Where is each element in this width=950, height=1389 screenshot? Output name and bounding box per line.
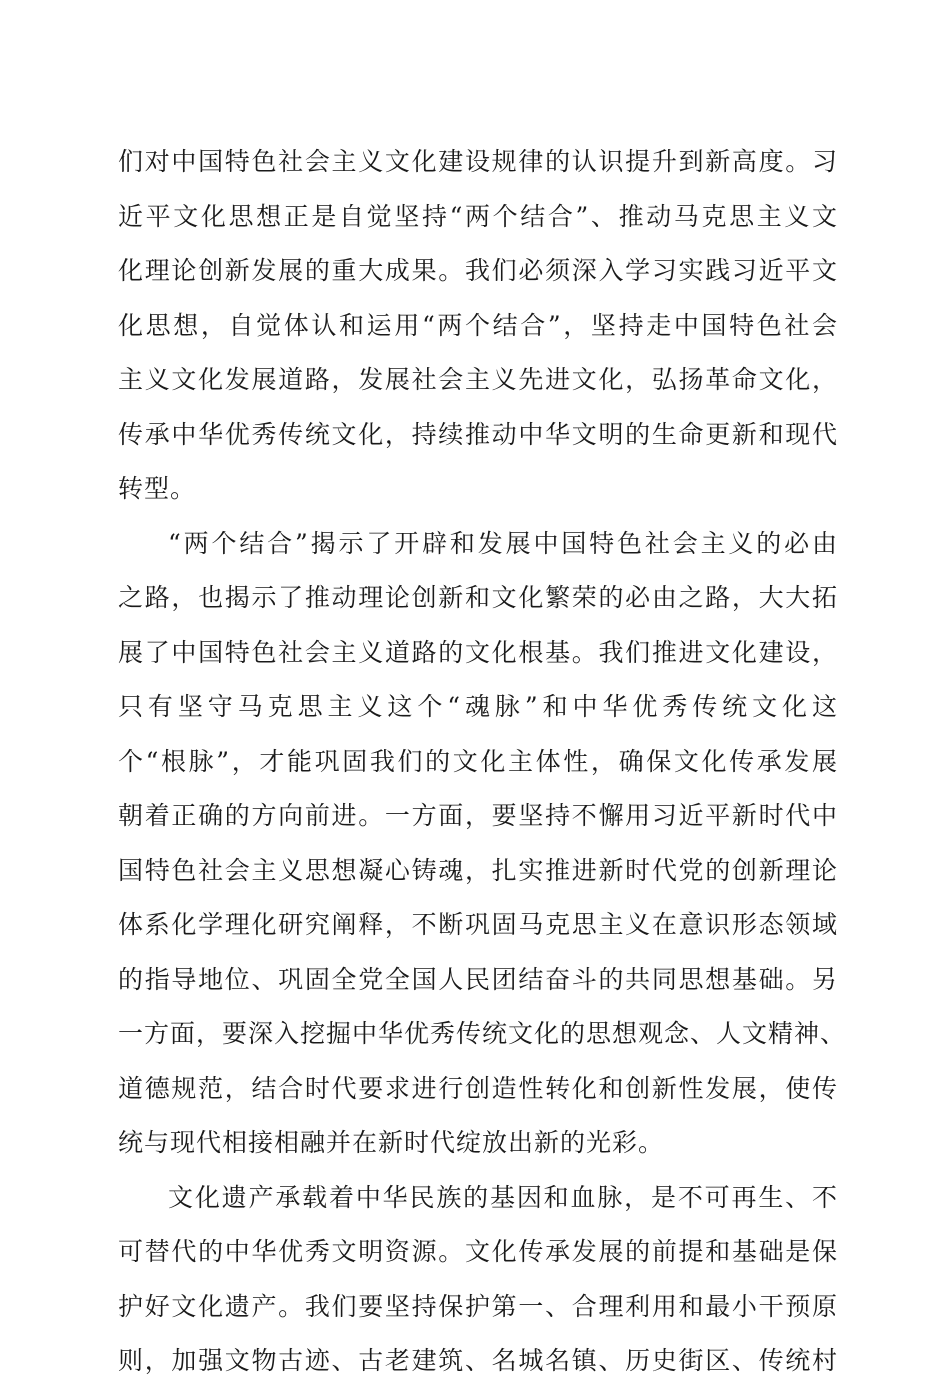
text-line: 之路，也揭示了推动理论创新和文化繁荣的必由之路，大大拓 [118, 583, 838, 612]
text-line: 的指导地位、巩固全党全国人民团结奋斗的共同思想基础。另 [118, 964, 838, 994]
text-line: 展了中国特色社会主义道路的文化根基。我们推进文化建设， [118, 637, 838, 667]
text-line: 化思想，自觉体认和运用“两个结合”，坚持走中国特色社会 [118, 310, 838, 340]
text-line: 体系化学理化研究阐释，不断巩固马克思主义在意识形态领域 [118, 910, 838, 939]
text-line: 道德规范，结合时代要求进行创造性转化和创新性发展，使传 [118, 1073, 838, 1103]
paragraph-start-line: 文化遗产承载着中华民族的基因和血脉，是不可再生、不 [168, 1182, 838, 1212]
text-line: 护好文化遗产。我们要坚持保护第一、合理利用和最小干预原 [118, 1291, 838, 1321]
paragraph-start-line: “两个结合”揭示了开辟和发展中国特色社会主义的必由 [168, 528, 838, 558]
text-line: 们对中国特色社会主义文化建设规律的认识提升到新高度。习 [118, 147, 838, 176]
text-line: 朝着正确的方向前进。一方面，要坚持不懈用习近平新时代中 [118, 801, 838, 830]
text-line: 可替代的中华优秀文明资源。文化传承发展的前提和基础是保 [118, 1237, 838, 1266]
text-line: 化理论创新发展的重大成果。我们必须深入学习实践习近平文 [118, 256, 838, 285]
text-line: 个“根脉”，才能巩固我们的文化主体性，确保文化传承发展 [118, 746, 838, 776]
text-line: 转型。 [118, 474, 197, 503]
text-line: 主义文化发展道路，发展社会主义先进文化，弘扬革命文化， [118, 365, 838, 394]
text-line: 则，加强文物古迹、古老建筑、名城名镇、历史街区、传统村 [118, 1346, 838, 1375]
text-line: 国特色社会主义思想凝心铸魂，扎实推进新时代党的创新理论 [118, 855, 838, 885]
text-line: 只有坚守马克思主义这个“魂脉”和中华优秀传统文化这 [118, 692, 838, 721]
text-line: 传承中华优秀传统文化，持续推动中华文明的生命更新和现代 [118, 419, 838, 449]
text-line: 一方面，要深入挖掘中华优秀传统文化的思想观念、人文精神、 [118, 1019, 847, 1048]
text-line: 近平文化思想正是自觉坚持“两个结合”、推动马克思主义文 [118, 201, 838, 231]
document-body [118, 135, 847, 1389]
text-line: 统与现代相接相融并在新时代绽放出新的光彩。 [118, 1128, 665, 1157]
